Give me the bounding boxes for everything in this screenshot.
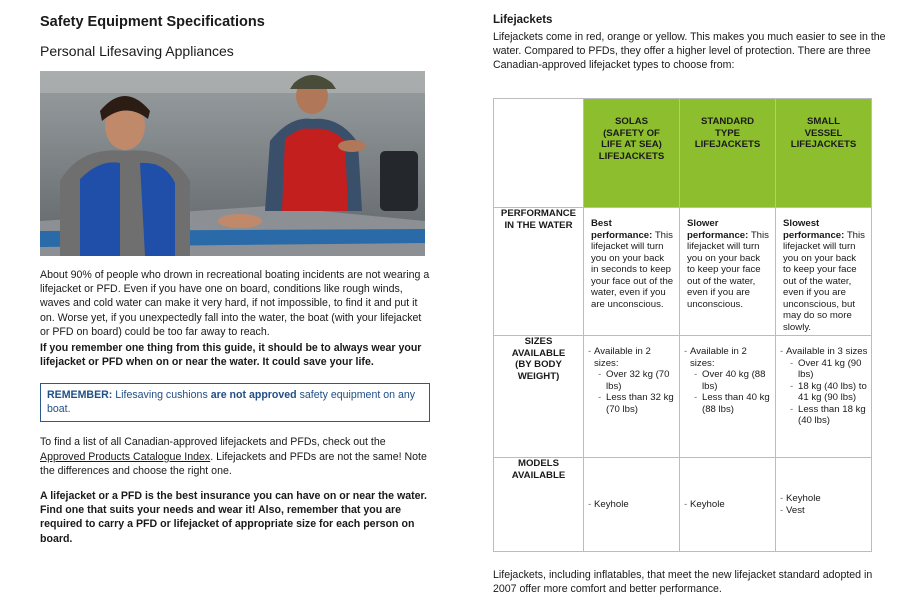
sizes-standard: - Available in 2 sizes: - Over 40 kg (88 lbs) - Less than 40 kg (88 lbs) <box>680 336 776 458</box>
lifejackets-footer: Lifejackets, including inflatables, that meet the new lifejacket standard adopted in 2007 offer more comfort and better performance. <box>493 569 873 596</box>
sizes-small-vessel: - Available in 3 sizes - Over 41 kg (90 lbs) - 18 kg (40 lbs) to 41 kg (90 lbs) - Less than 18 kg (40 lbs) <box>776 336 872 458</box>
remember-text-c: safety equipment on any boat. <box>47 389 416 416</box>
remember-text-b: are not approved <box>210 389 297 402</box>
table-header-row <box>494 99 872 208</box>
left-column <box>40 14 430 546</box>
boaters-photo-illustration <box>40 71 425 256</box>
table-corner-cell <box>494 99 584 208</box>
row-label-performance: PERFORMANCE IN THE WATER <box>494 208 584 336</box>
drowning-statistic-paragraph: About 90% of people who drown in recreational boating incidents are not wearing a lifejacket or PFD. Even if you have one on board, conditions like rough winds, waves and cold water can make it very hard, if not impossible, to find it and put it on. Worse yet, if you unexpectedly fall into the water, the boat (with your lifejacket or PFD on board) could be too far away to reach. <box>40 269 430 338</box>
sizes-solas: - Available in 2 sizes: - Over 32 kg (70 lbs) - Less than 32 kg (70 lbs) <box>584 336 680 458</box>
remember-text-a: Lifesaving cushions <box>115 389 208 402</box>
boaters-photo <box>40 71 425 256</box>
table-row <box>494 208 872 336</box>
header-small-vessel: SMALL VESSEL LIFEJACKETS <box>776 99 872 208</box>
approved-products-catalogue-link[interactable]: Approved Products Catalogue Index <box>40 450 211 463</box>
insurance-paragraph: A lifejacket or a PFD is the best insurance you can have on or near the water. Find one that suits your needs and wear it! Also, remember that you are required to carry a PFD or lifejacket of appropriate size for each person on board. <box>40 490 427 545</box>
catalogue-text-b: . Lifejackets and PFDs are not the same! Note the differences and choose the right one. <box>40 450 427 477</box>
row-label-models: MODELS AVAILABLE <box>494 458 584 552</box>
performance-standard: Slower performance: This lifejacket will turn you on your back to keep your face out of the water, even if you are unconscious. <box>680 208 776 336</box>
models-solas: - Keyhole <box>584 458 680 552</box>
header-solas: SOLAS (SAFETY OF LIFE AT SEA) LIFEJACKETS <box>584 99 680 208</box>
table-row <box>494 336 872 458</box>
catalogue-paragraph <box>40 435 430 478</box>
remember-keyword: REMEMBER: <box>47 389 113 402</box>
models-small-vessel: - Keyhole - Vest <box>776 458 872 552</box>
lifejacket-comparison-table <box>493 98 872 552</box>
table-row <box>494 458 872 552</box>
performance-solas: Best performance: This lifejacket will turn you on your back in seconds to keep your face out of the water, even if you are unconscious. <box>584 208 680 336</box>
row-label-sizes: SIZES AVAILABLE (BY BODY WEIGHT) <box>494 336 584 458</box>
page-title: Safety Equipment Specifications <box>40 14 265 30</box>
section-subtitle: Personal Lifesaving Appliances <box>40 43 234 59</box>
lifejackets-heading: Lifejackets <box>493 14 553 26</box>
models-standard: - Keyhole <box>680 458 776 552</box>
remember-callout <box>40 383 430 422</box>
catalogue-text-a: To find a list of all Canadian-approved lifejackets and PFDs, check out the <box>40 436 386 449</box>
right-column <box>493 14 888 73</box>
header-standard: STANDARD TYPE LIFEJACKETS <box>680 99 776 208</box>
wear-lifejacket-paragraph: If you remember one thing from this guide, it should be to always wear your lifejacket or PFD when on or near the water. It could save your life. <box>40 342 422 369</box>
lifejackets-intro: Lifejackets come in red, orange or yellow. This makes you much easier to see in the water. Compared to PFDs, they offer a higher level of protection. There are three Canadian-approved lifejacket types to choose from: <box>493 31 886 72</box>
performance-small-vessel: Slowest performance: This lifejacket will turn you on your back to keep your face out of the water, even if you are unconscious, but may do so more slowly. <box>776 208 872 336</box>
